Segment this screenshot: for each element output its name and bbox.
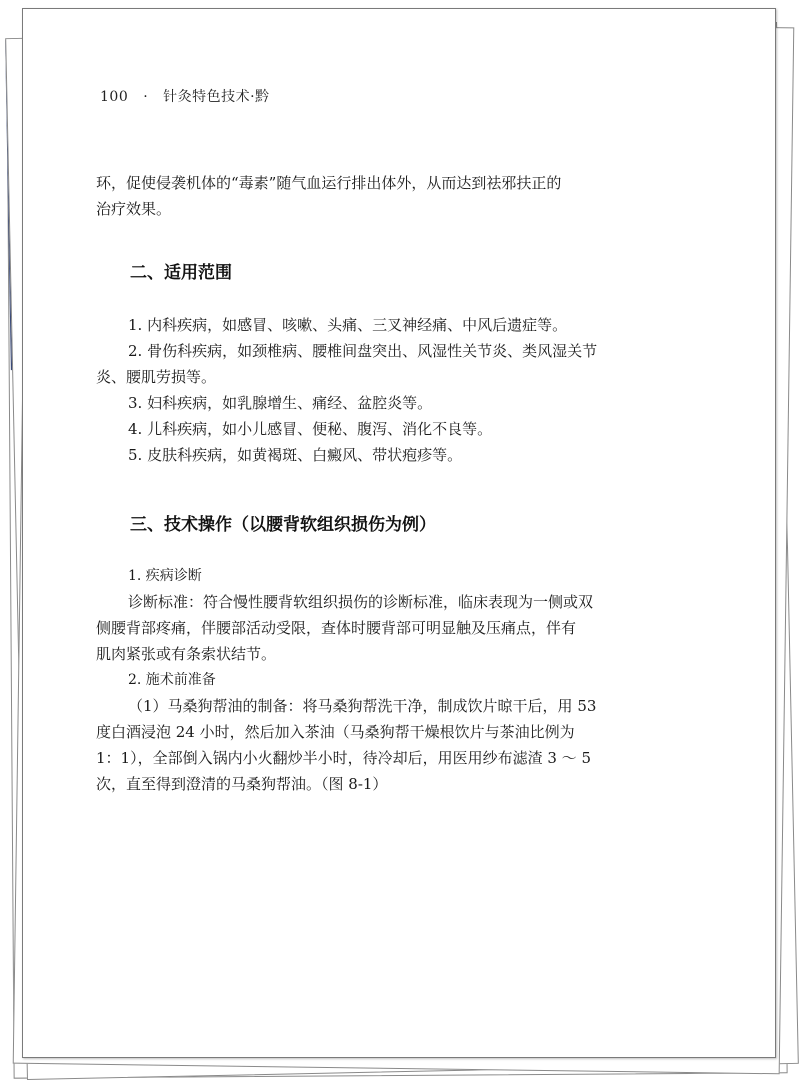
scope-list bbox=[96, 312, 656, 468]
list-item: 5. 皮肤科疾病，如黄褐斑、白癜风、带状疱疹等。 bbox=[128, 446, 463, 464]
header-separator: · bbox=[143, 89, 149, 105]
intro-paragraph bbox=[96, 170, 656, 222]
list-item: 2. 骨伤科疾病，如颈椎病、腰椎间盘突出、风湿性关节炎、类风湿关节 bbox=[128, 342, 598, 360]
intro-line: 治疗效果。 bbox=[96, 200, 172, 218]
subheading-diagnosis: 1. 疾病诊断 bbox=[128, 568, 202, 584]
header-title: 针灸特色技术·黔 bbox=[163, 89, 270, 105]
paragraph-line: （1）马桑狗帮油的制备：将马桑狗帮洗干净，制成饮片晾干后，用 53 bbox=[128, 697, 597, 715]
operation-section bbox=[96, 563, 656, 797]
running-header bbox=[100, 86, 270, 106]
paragraph-line: 肌肉紧张或有条索状结节。 bbox=[96, 645, 277, 663]
section-heading: 二、适用范围 bbox=[130, 263, 232, 283]
list-item: 3. 妇科疾病，如乳腺增生、痛经、盆腔炎等。 bbox=[128, 394, 433, 412]
list-item-continuation: 炎、腰肌劳损等。 bbox=[96, 368, 217, 386]
paragraph-line: 诊断标准：符合慢性腰背软组织损伤的诊断标准，临床表现为一侧或双 bbox=[128, 593, 594, 611]
section-heading: 三、技术操作（以腰背软组织损伤为例） bbox=[130, 515, 436, 535]
paragraph-line: 1：1），全部倒入锅内小火翻炒半小时，待冷却后，用医用纱布滤渣 3 ～ 5 bbox=[96, 749, 591, 767]
subheading-preparation: 2. 施术前准备 bbox=[128, 672, 216, 688]
paragraph-line: 次，直至得到澄清的马桑狗帮油。（图 8-1） bbox=[96, 775, 388, 793]
intro-line: 环，促使侵袭机体的“毒素”随气血运行排出体外，从而达到祛邪扶正的 bbox=[96, 174, 562, 192]
list-item: 1. 内科疾病，如感冒、咳嗽、头痛、三叉神经痛、中风后遗症等。 bbox=[128, 316, 568, 334]
paragraph-line: 度白酒浸泡 24 小时，然后加入茶油（马桑狗帮干燥根饮片与茶油比例为 bbox=[96, 723, 575, 741]
paragraph-line: 侧腰背部疼痛，伴腰部活动受限，查体时腰背部可明显触及压痛点，伴有 bbox=[96, 619, 577, 637]
page-number: 100 bbox=[100, 89, 129, 105]
list-item: 4. 儿科疾病，如小儿感冒、便秘、腹泻、消化不良等。 bbox=[128, 420, 493, 438]
